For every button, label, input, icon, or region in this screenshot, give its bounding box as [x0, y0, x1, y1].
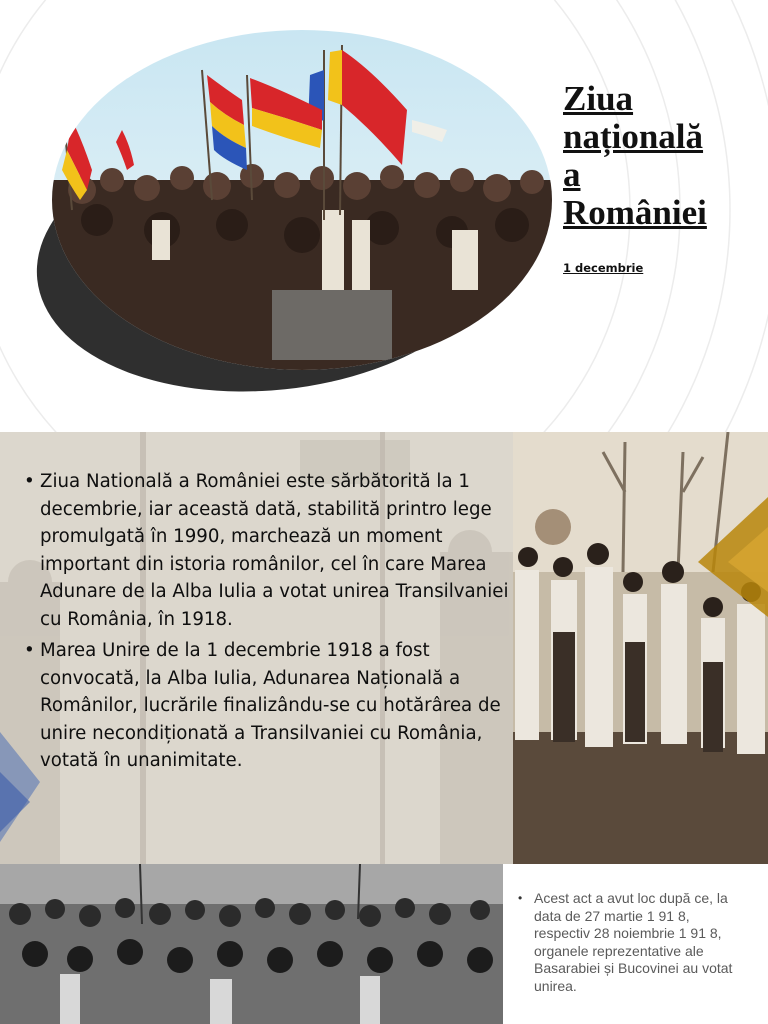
title-line-4: României — [563, 193, 707, 232]
title-line-1: Ziua — [563, 79, 634, 118]
slide-subtitle: 1 decembrie — [563, 261, 644, 275]
slide-description — [0, 432, 768, 864]
context-bullets — [518, 890, 738, 995]
context-bullet-1: • Acest act a avut loc după ce, la data de 27 martie 1 91 8, respectiv 28 noiembrie 1 91 8, organele reprezentative ale Basarabiei și Bucovinei au votat unirea. — [518, 890, 738, 995]
slide-context — [0, 864, 768, 1024]
photo-peasants-group — [513, 432, 768, 864]
title-line-3: a — [563, 155, 581, 194]
photo-crowd-bw — [0, 864, 503, 1024]
bullet-item-2: • Marea Unire de la 1 decembrie 1918 a fost convocată, la Alba Iulia, Adunarea Națională a Românilor, lucrările finalizându-se cu hotărârea de unire necondiționată a Transilvaniei cu România, votată în unanimitate. — [24, 637, 510, 775]
slide-title — [0, 0, 768, 432]
bullet-item-1: • Ziua Natională a României este sărbătorită la 1 decembrie, iar această dată, stabilită printro lege promulgată în 1990, marchează un moment important din istoria românilor, cel în care Marea Adunare de la Alba Iulia a votat unirea Transilvaniei cu România, în 1918. — [24, 468, 510, 633]
slide-title-heading — [563, 80, 763, 232]
description-bullets — [24, 468, 510, 779]
photo-crowd-flags — [52, 30, 552, 370]
title-line-2: națională — [563, 117, 704, 156]
